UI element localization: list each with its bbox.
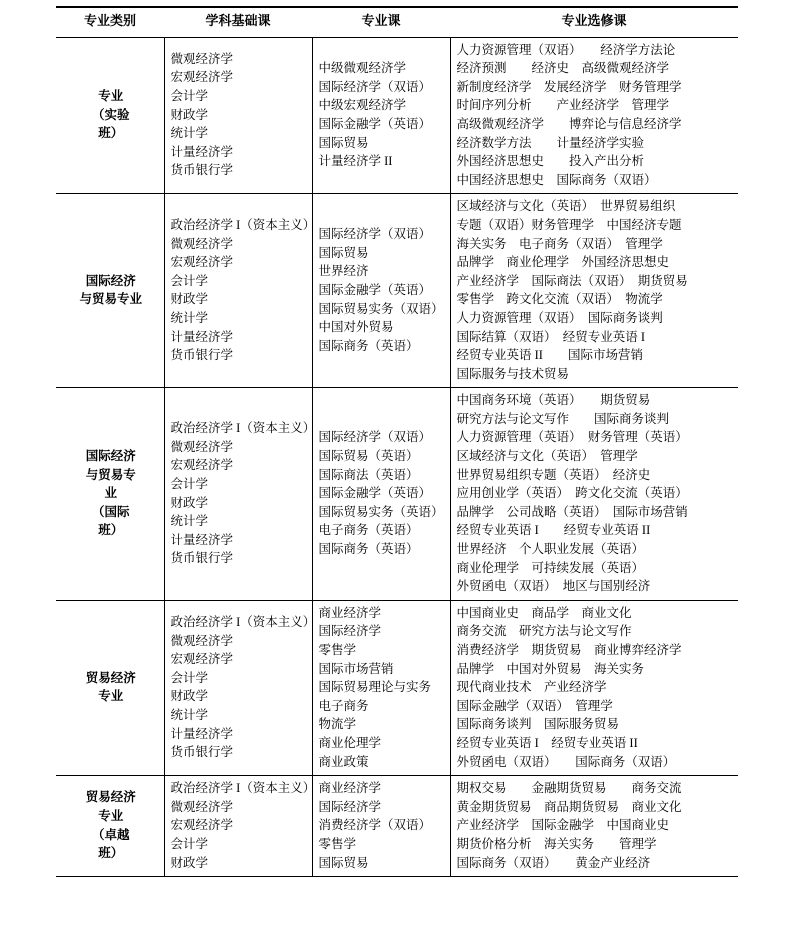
- category-line: 专业: [98, 689, 124, 704]
- course-item: 会计学: [170, 476, 209, 491]
- course-item: 国际经济学（双语）: [318, 79, 432, 94]
- category-line: 专业: [98, 809, 124, 824]
- course-item: 国际贸易（英语）: [318, 449, 419, 464]
- course-item: 国际商法（英语）: [318, 467, 419, 482]
- cell-category: [56, 37, 164, 194]
- course-item: 财政学: [170, 107, 209, 122]
- course-item: 电子商务（英语）: [318, 523, 419, 538]
- course-item: 中级宏观经济学: [318, 98, 407, 113]
- course-item: 计量经济学: [170, 532, 234, 547]
- category-line: （卓越: [91, 827, 130, 842]
- cell-basic-courses: [164, 37, 312, 194]
- column-header-elective: 专业选修课: [450, 7, 738, 37]
- course-item: 政治经济学 I（资本主义）: [170, 781, 316, 796]
- elective-line: 黄金期货贸易 商品期货贸易 商业文化: [456, 799, 682, 814]
- course-item: 财政学: [170, 855, 209, 870]
- course-item: 国际金融学（英语）: [318, 116, 432, 131]
- elective-line: 中国商业史 商品学 商业文化: [456, 605, 632, 620]
- course-item: 政治经济学 I（资本主义）: [170, 421, 316, 436]
- elective-line: 海关实务 电子商务（双语） 管理学: [456, 236, 663, 251]
- cell-category: [56, 194, 164, 388]
- course-item: 政治经济学 I（资本主义）: [170, 217, 316, 232]
- category-line: 班）: [98, 126, 124, 141]
- cell-basic-courses: [164, 600, 316, 775]
- elective-line: 外贸函电（双语） 国际商务（双语）: [456, 754, 676, 769]
- curriculum-table: [56, 6, 738, 877]
- elective-line: 区域经济与文化（英语） 世界贸易组织: [456, 199, 676, 214]
- cell-elective-courses: [450, 37, 738, 194]
- cell-category: [56, 388, 164, 601]
- course-item: 计量经济学: [170, 726, 234, 741]
- cell-elective-courses: [450, 388, 738, 601]
- cell-major-courses: [312, 37, 450, 194]
- course-item: 国际经济学: [318, 624, 382, 639]
- course-item: 商业政策: [318, 754, 369, 769]
- course-item: 宏观经济学: [170, 255, 234, 270]
- course-item: 会计学: [170, 89, 209, 104]
- elective-line: 中国商务环境（英语） 期货贸易: [456, 393, 651, 408]
- cell-category: [56, 776, 164, 877]
- course-item: 统计学: [170, 126, 209, 141]
- course-item: 宏观经济学: [170, 70, 234, 85]
- category-line: （实验: [91, 107, 130, 122]
- table-header: [56, 7, 738, 37]
- elective-line: 高级微观经济学 博弈论与信息经济学: [456, 116, 682, 131]
- table-row: [56, 776, 738, 877]
- course-item: 零售学: [318, 836, 357, 851]
- course-item: 世界经济: [318, 264, 369, 279]
- cell-major-courses: [312, 776, 450, 877]
- elective-line: 国际服务与技术贸易: [456, 366, 570, 381]
- elective-line: 经贸专业英语 II 国际市场营销: [456, 348, 643, 363]
- course-item: 国际经济学（双语）: [318, 430, 432, 445]
- course-item: 国际贸易: [318, 855, 369, 870]
- course-item: 统计学: [170, 708, 209, 723]
- elective-line: 国际商务（双语） 黄金产业经济: [456, 855, 651, 870]
- column-header-basic: 学科基础课: [164, 7, 312, 37]
- table-row: [56, 37, 738, 194]
- elective-line: 商务交流 研究方法与论文写作: [456, 624, 632, 639]
- category-line: 业: [104, 486, 117, 501]
- category-line: 班）: [98, 523, 124, 538]
- course-item: 国际贸易: [318, 245, 369, 260]
- course-item: 货币银行学: [170, 348, 234, 363]
- elective-line: 产业经济学 国际金融学 中国商业史: [456, 818, 670, 833]
- elective-line: 品牌学 公司战略（英语） 国际市场营销: [456, 504, 688, 519]
- course-item: 货币银行学: [170, 745, 234, 760]
- elective-line: 品牌学 商业伦理学 外国经济思想史: [456, 255, 670, 270]
- elective-line: 人力资源管理（英语） 财务管理（英语）: [456, 430, 688, 445]
- elective-line: 期货价格分析 海关实务 管理学: [456, 836, 657, 851]
- elective-line: 产业经济学 国际商法（双语） 期货贸易: [456, 273, 688, 288]
- category-line: 贸易经济: [85, 790, 136, 805]
- course-item: 统计学: [170, 310, 209, 325]
- elective-line: 世界经济 个人职业发展（英语）: [456, 542, 645, 557]
- course-item: 微观经济学: [170, 633, 234, 648]
- course-item: 微观经济学: [170, 51, 234, 66]
- cell-major-courses: [312, 600, 450, 775]
- elective-line: 商业伦理学 可持续发展（英语）: [456, 560, 645, 575]
- course-item: 国际贸易: [318, 135, 369, 150]
- course-item: 宏观经济学: [170, 652, 234, 667]
- course-item: 物流学: [318, 717, 357, 732]
- course-item: 会计学: [170, 670, 209, 685]
- cell-major-courses: [312, 388, 450, 601]
- table-row: [56, 194, 738, 388]
- course-item: 计量经济学: [170, 144, 234, 159]
- elective-line: 应用创业学（英语） 跨文化交流（英语）: [456, 486, 688, 501]
- category-line: 国际经济: [85, 273, 136, 288]
- course-item: 计量经济学: [170, 329, 234, 344]
- course-item: 微观经济学: [170, 799, 234, 814]
- elective-line: 世界贸易组织专题（英语） 经济史: [456, 467, 651, 482]
- course-item: 国际金融学（英语）: [318, 486, 432, 501]
- course-item: 国际经济学: [318, 799, 382, 814]
- course-item: 财政学: [170, 689, 209, 704]
- course-item: 财政学: [170, 495, 209, 510]
- course-item: 宏观经济学: [170, 818, 234, 833]
- table-body: [56, 37, 738, 877]
- elective-line: 经济预测 经济史 高级微观经济学: [456, 61, 670, 76]
- course-item: 货币银行学: [170, 551, 234, 566]
- course-item: 微观经济学: [170, 439, 234, 454]
- course-item: 零售学: [318, 643, 357, 657]
- elective-line: 外贸函电（双语） 地区与国别经济: [456, 579, 651, 594]
- course-item: 计量经济学 II: [318, 154, 393, 169]
- column-header-category: 专业类别: [56, 7, 164, 37]
- course-item: 国际经济学（双语）: [318, 227, 432, 242]
- course-item: 财政学: [170, 292, 209, 307]
- cell-basic-courses: [164, 194, 316, 388]
- elective-line: 国际商务谈判 国际服务贸易: [456, 717, 620, 732]
- elective-line: 人力资源管理（双语） 国际商务谈判: [456, 310, 663, 325]
- elective-line: 外国经济思想史 投入产出分析: [456, 154, 645, 169]
- elective-line: 区域经济与文化（英语） 管理学: [456, 449, 638, 464]
- elective-line: 消费经济学 期货贸易 商业博弈经济学: [456, 643, 682, 657]
- elective-line: 期权交易 金融期货贸易 商务交流: [456, 781, 682, 796]
- cell-elective-courses: [450, 600, 738, 775]
- cell-basic-courses: [164, 388, 316, 601]
- course-item: 中级微观经济学: [318, 61, 407, 76]
- elective-line: 零售学 跨文化交流（双语） 物流学: [456, 292, 663, 307]
- elective-line: 经济数学方法 计量经济学实验: [456, 135, 645, 150]
- course-item: 国际贸易实务（英语）: [318, 504, 444, 519]
- course-item: 消费经济学（双语）: [318, 818, 432, 833]
- elective-line: 国际金融学（双语） 管理学: [456, 698, 613, 713]
- category-line: 班）: [98, 846, 124, 861]
- elective-line: 经贸专业英语 I 经贸专业英语 II: [456, 735, 638, 750]
- elective-line: 时间序列分析 产业经济学 管理学: [456, 98, 670, 113]
- category-line: 与贸易专业: [79, 292, 142, 307]
- course-item: 商业经济学: [318, 781, 382, 796]
- elective-line: 新制度经济学 发展经济学 财务管理学: [456, 79, 682, 94]
- course-item: 会计学: [170, 273, 209, 288]
- cell-major-courses: [312, 194, 450, 388]
- course-item: 国际商务（英语）: [318, 338, 419, 353]
- cell-category: [56, 600, 164, 775]
- course-item: 国际商务（英语）: [318, 542, 419, 557]
- category-line: 专业: [98, 89, 124, 104]
- course-item: 商业经济学: [318, 605, 382, 620]
- course-item: 货币银行学: [170, 163, 234, 178]
- course-item: 国际贸易实务（双语）: [318, 301, 444, 316]
- elective-line: 国际结算（双语） 经贸专业英语 I: [456, 329, 646, 344]
- course-item: 商业伦理学: [318, 735, 382, 750]
- course-item: 中国对外贸易: [318, 320, 394, 335]
- category-line: 贸易经济: [85, 670, 136, 685]
- category-line: （国际: [91, 504, 130, 519]
- course-item: 微观经济学: [170, 236, 234, 251]
- table-row: [56, 388, 738, 601]
- cell-elective-courses: [450, 776, 738, 877]
- course-item: 政治经济学 I（资本主义）: [170, 615, 316, 630]
- category-line: 与贸易专: [85, 467, 136, 482]
- elective-line: 现代商业技术 产业经济学: [456, 680, 607, 695]
- course-item: 电子商务: [318, 698, 369, 713]
- cell-basic-courses: [164, 776, 316, 877]
- table-header-row: [56, 7, 738, 37]
- course-item: 国际贸易理论与实务: [318, 680, 432, 695]
- elective-line: 专题（双语）财务管理学 中国经济专题: [456, 217, 682, 232]
- course-item: 国际市场营销: [318, 661, 394, 676]
- course-item: 宏观经济学: [170, 458, 234, 473]
- course-item: 会计学: [170, 836, 209, 851]
- course-item: 国际金融学（英语）: [318, 283, 432, 298]
- course-item: 统计学: [170, 514, 209, 529]
- elective-line: 经贸专业英语 I 经贸专业英语 II: [456, 523, 651, 538]
- elective-line: 研究方法与论文写作 国际商务谈判: [456, 411, 670, 426]
- category-line: 国际经济: [85, 449, 136, 464]
- elective-line: 人力资源管理（双语） 经济学方法论: [456, 42, 676, 57]
- elective-line: 品牌学 中国对外贸易 海关实务: [456, 661, 645, 676]
- column-header-major: 专业课: [312, 7, 450, 37]
- elective-line: 中国经济思想史 国际商务（双语）: [456, 172, 657, 187]
- table-row: [56, 600, 738, 775]
- cell-elective-courses: [450, 194, 738, 388]
